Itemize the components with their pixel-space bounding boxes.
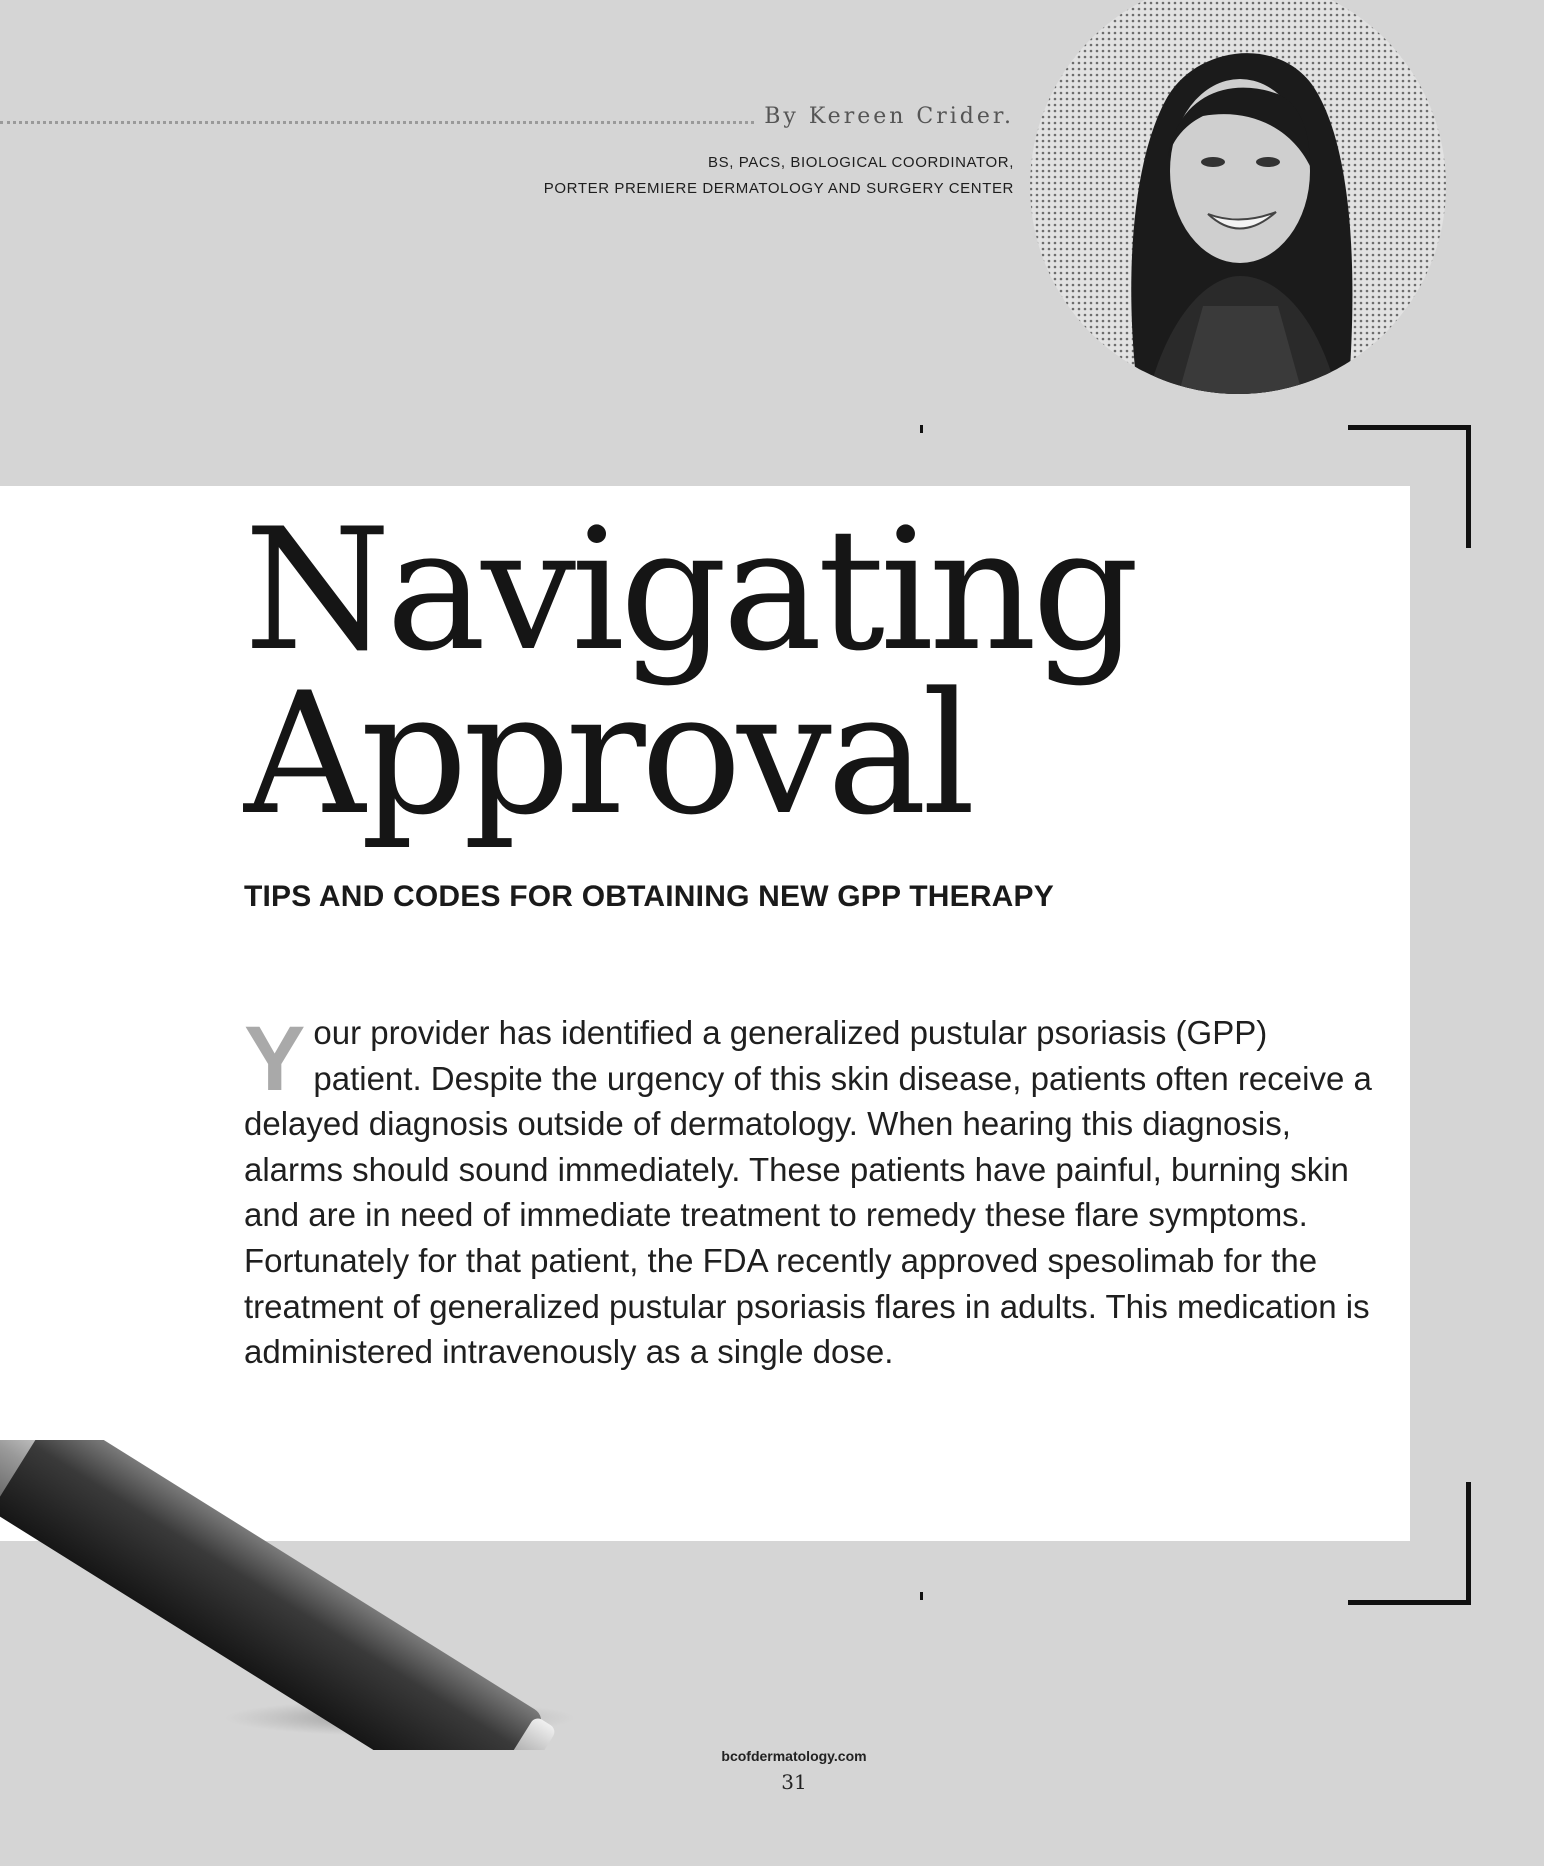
crop-mark-bottom [920,1592,923,1600]
crop-mark-top [920,425,923,433]
author-credentials [544,150,1014,202]
byline-dotted-rule [0,121,772,124]
article-body-text: our provider has identified a generalized pustular psoriasis (GPP) patient. Despite the urgency of this skin disease, patients often receive a delayed diagnosis outside of dermatology. When hearing this diagnosis, alarms should sound immediately. These patients have painful, burning skin and are in need of immediate treatment to remedy these flare symptoms. Fortunately for that patient, the FDA recently approved spesolimab for the treatment of generalized pustular psoriasis flares in adults. This medication is administered intravenously as a single dose. [244,1014,1372,1371]
author-credentials-line-2: PORTER PREMIERE DERMATOLOGY AND SURGERY CENTER [543,180,1014,197]
footer-website: bcofdermatology.com [721,1748,867,1764]
author-credentials-line-1: BS, PACS, BIOLOGICAL COORDINATOR, [708,154,1014,171]
author-portrait-photo [1028,0,1448,396]
injection-pen-image [0,1440,600,1750]
page-number: 31 [781,1770,807,1794]
headline-line-2: Approval [244,656,971,852]
author-byline: By Kereen Crider. [754,104,1014,129]
article-body [244,1010,1384,1375]
article-headline [244,492,1135,852]
article-subheading: TIPS AND CODES FOR OBTAINING NEW GPP THERAPY [244,880,1054,913]
headline-line-1: Navigating [244,492,1135,688]
drop-cap: Y [244,1008,306,1110]
